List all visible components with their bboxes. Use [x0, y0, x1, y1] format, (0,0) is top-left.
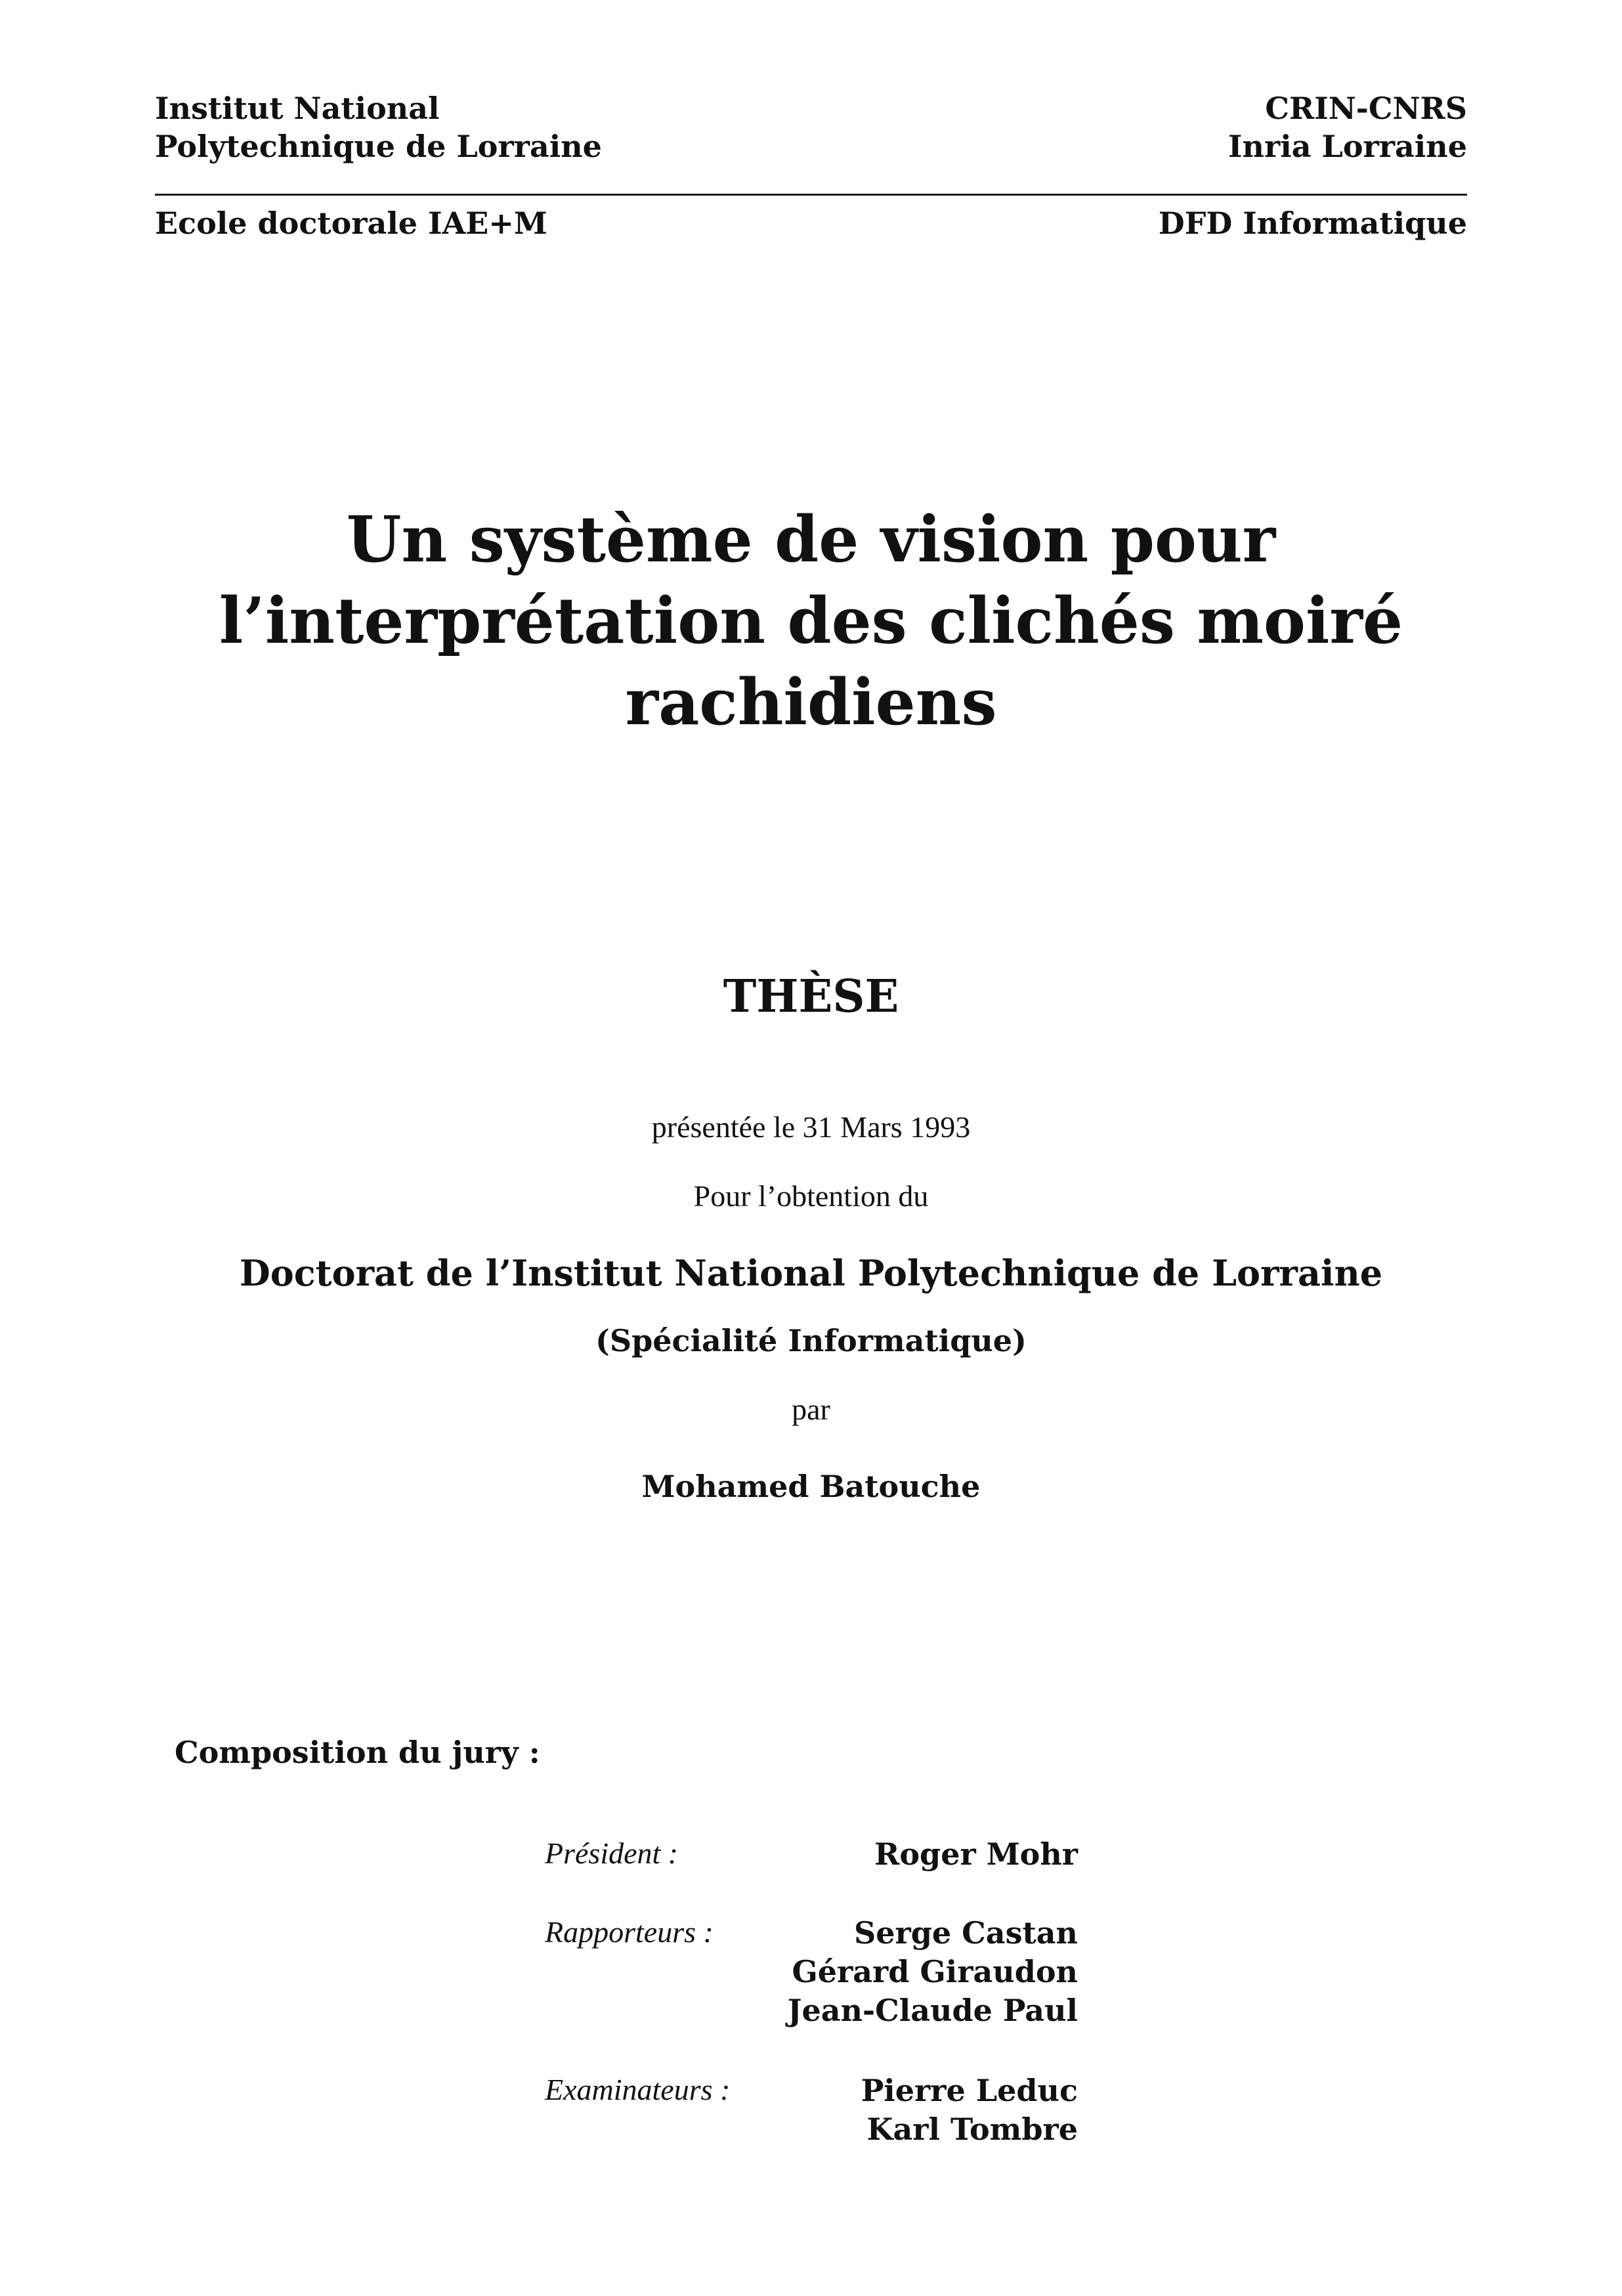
lab-name-line1: CRIN-CNRS	[1265, 91, 1467, 126]
lab-name-line2: Inria Lorraine	[1228, 129, 1467, 164]
jury-member: Roger Mohr	[874, 1836, 1078, 1872]
institution-name-line1: Institut National	[155, 91, 440, 126]
author-name: Mohamed Batouche	[641, 1469, 981, 1504]
presentation-date: présentée le 31 Mars 1993	[651, 1110, 971, 1144]
president-names	[618, 1835, 1078, 1874]
rapporteurs-label: Rapporteurs :	[545, 1915, 714, 1949]
thesis-title-line2: l’interprétation des clichés moiré	[219, 584, 1403, 658]
rapporteurs-names	[618, 1914, 1078, 2030]
purpose-line: Pour l’obtention du	[693, 1179, 929, 1213]
president-label: Président :	[545, 1836, 679, 1870]
jury-heading: Composition du jury :	[175, 1735, 540, 1770]
jury-member: Serge Castan	[854, 1915, 1078, 1951]
thesis-title-line1: Un système de vision pour	[346, 502, 1276, 576]
institution-name-line2: Polytechnique de Lorraine	[155, 129, 602, 164]
header-divider	[155, 194, 1467, 196]
jury-member: Jean-Claude Paul	[787, 1993, 1078, 2028]
jury-member: Karl Tombre	[866, 2112, 1078, 2147]
doctoral-school: Ecole doctorale IAE+M	[155, 206, 547, 241]
header-left	[155, 89, 602, 165]
jury-member: Pierre Leduc	[861, 2073, 1078, 2108]
thesis-title-line3: rachidiens	[625, 665, 997, 739]
thesis-label: THÈSE	[723, 970, 899, 1023]
header-right	[1073, 89, 1467, 165]
department: DFD Informatique	[1158, 206, 1467, 241]
degree-title: Doctorat de l’Institut National Polytechnique de Lorraine	[239, 1252, 1383, 1294]
by-line: par	[792, 1393, 830, 1426]
examinateurs-label: Examinateurs :	[545, 2073, 731, 2106]
specialty: (Spécialité Informatique)	[595, 1323, 1027, 1358]
jury-member: Gérard Giraudon	[792, 1954, 1078, 1989]
examinateurs-names	[618, 2071, 1078, 2149]
